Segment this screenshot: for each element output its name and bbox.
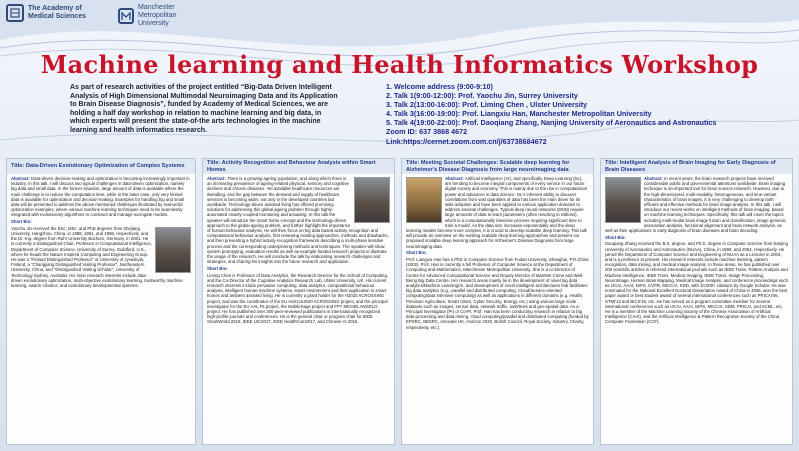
talk-4-title: Title: Intelligent Analysis of Brain Imaging for Early Diagnosis of Brain Diseases bbox=[601, 159, 792, 174]
talk-2-title: Title: Activity Recognition and Behaviour Analysis within Smart Homes bbox=[203, 159, 394, 174]
speaker-4-photo bbox=[605, 177, 641, 223]
talk-2-bio: Liming Chen is Professor of Data Analytics, the Research Director for the School of Computing, and the Co-Director of the Cognitive Analytics Research Lab, Ulster University, UK. His current research interests include pervasive computing, data analytics, computational behaviour analysis, intelligent human-machine systems, smart environment and their application in smart homes and ambient assisted living. He is currently a grant holder for the H2020 ACROSSING project, and was the coordinator of the EU Horizon2020 ACROSSING project, and the principal investigator for the EU AAL Fit project, the MobileSage project and FP7 MICHELANGELO project. He has published over 200 peer-reviewed publications in internationally recognized high-profile journals and conferences. He is the general chair or program chair for IEEE SmartWorld 2019, IEEE UIC2017, IEEE HealthCom2017, and Chinese AI 2016. bbox=[207, 272, 389, 325]
talk-2-bio-label: Short Bio: bbox=[207, 265, 228, 271]
academy-logo bbox=[6, 4, 86, 22]
talk-3-bio-label: Short Bio: bbox=[406, 250, 427, 256]
mmu-logo-line2: Metropolitan bbox=[138, 12, 177, 19]
speaker-1-photo bbox=[155, 227, 191, 273]
talk-1-title: Title: Data-Driven Evolutionary Optimization of Complex Systems bbox=[7, 159, 195, 174]
schedule-item: 2. Talk 1(9:00-12:00): Prof. Yaochu Jin, Surrey University bbox=[386, 91, 578, 101]
schedule-item: 4. Talk 3(16:00-19:00): Prof. Liangxiu Han, Manchester Metropolitan University bbox=[386, 109, 652, 119]
schedule-item: 3. Talk 2(13:00-16:00): Prof. Liming Chen , Ulster University bbox=[386, 100, 588, 110]
intro-paragraph: As part of research activities of the project entitled “Big-Data Driven Intelligent Analysis of High Dimensional Multimodal Neuroimaging Data and its Application to Brain Disease Diagnosis”, funded by Academy of Medical Sciences, we are holding a half day workshop in relation to machine learning and big data, in which experts will present the state-of-the arts technologies in the machine learning and health informatics research. bbox=[70, 84, 338, 134]
zoom-link[interactable]: Link:https://cernet.zoom.com.cn/j/63738684672 bbox=[386, 136, 547, 146]
page-title: Machine learning and Health Informatics Workshop bbox=[40, 50, 759, 79]
mmu-logo-line1: Manchester bbox=[138, 4, 175, 11]
talk-1-panel bbox=[6, 158, 196, 445]
talk-3-panel bbox=[401, 158, 594, 445]
talk-3-title: Title: Meeting Societal Challenges: Scalable deep learning for Alzheimer's Disease Diagnosis from large neuroimaging data bbox=[402, 159, 593, 174]
speaker-3-photo bbox=[406, 177, 442, 223]
talk-3-abstract: Artificial Intelligence (AI), and specifically Deep Learning (DL), are trending to become integral components of every service in our future digital society and economy. This is mainly due to the rise in computational power and advances in data science. DL's inherent ability to discover correlations from vast quantities of data has been the main driver for its wide adoption and have been applied to various application domains to address societal challenges. Typical deep neural networks (DNN) require large amounts of data to learn parameters (often reaching to millions), which is a computationally intensive process requiring significant time to train a model. As the data size increases exponentially and the deep learning models become more complex, it is crucial to develop scalable deep learning. This talk will provide an overview on the existing scalable deep learning approaches and present our proposed scalable deep learning approach for Alzheimer's Disease Diagnosis from large neuroimaging data. bbox=[406, 176, 587, 249]
schedule-item: 1. Welcome address (9:00-9:10) bbox=[386, 82, 493, 91]
talk-1-bio-label: Short Bio: bbox=[11, 219, 32, 225]
mmu-logo-icon bbox=[118, 8, 134, 24]
academy-logo-line2: Medical Sciences bbox=[28, 13, 86, 20]
talk-4-abstract-label: Abstract: bbox=[644, 176, 663, 181]
talk-4-panel bbox=[600, 158, 793, 445]
academy-logo-line1: The Academy of bbox=[28, 5, 82, 12]
mmu-logo bbox=[118, 4, 177, 28]
talk-4-abstract: In recent years, the brain research projects have received considerable public and governmental attentions worldwide. Brain imaging technique is an important tool for brain science research. However, due to the high-dimensional, multi-modality, heterogeneous, and time-variant characteristics of brain images, it is very challenging to develop both efficient and effective methods for brain image analysis. In this talk, I will introduce our recent works on intelligent methods of brain imaging, based on machine learning techniques. Specifically, this talk will cover the topics including multi-modal brain image fusion and classification, image genomic association analysis, functional alignment and brain network analysis, as well as their applications in early diagnosis of brain diseases and brain decoding. bbox=[605, 176, 787, 234]
talk-4-bio-label: Short Bio: bbox=[605, 234, 626, 240]
schedule-item: 5. Talk 4(19:00-22:00): Prof. Daoqiang Zhang, Nanjing University of Aeronautics and Astronautics bbox=[386, 118, 717, 128]
talk-3-abstract-label: Abstract: bbox=[445, 176, 464, 181]
academy-logo-icon bbox=[6, 4, 24, 22]
talk-1-abstract: Data-driven decision-making and optimization is becoming increasingly important in industry. In this talk, I will discuss two typical challenges in data-driven optimization, namely big data and small data. In the former situation, large amount of data is available where the main challenge is to reduce the computation time, while in the latter case, only very limited data is available for optimization and decision-making. Examples for handling big and small data will be presented to address the above mentioned challenges illustrated by real-world optimization examples, where various machine learning techniques need to be seamlessly integrated with evolutionary algorithms to construct and manage surrogate models. bbox=[11, 176, 190, 218]
talk-4-bio: Daoqiang Zhang received the B.S. degree, and Ph.D. degree in Computer Science from Nanjing University of Aeronautics and Astronautics (NUAA), China, in 1999, and 2004, respectively. He joined the Department of Computer Science and Engineering of NUAA as a Lecturer in 2004, and is a professor at present. His research interests include machine learning, pattern recognition, data mining, and medical image analysis. In these areas, he has published over 200 scientific articles in refereed international journals such as IEEE Trans. Pattern Analysis and Machine Intelligence, IEEE Trans. Medical Imaging, IEEE Trans. Image Processing, NeuroImage, Human Brain Mapping, Medical Image Analysis, and conference proceedings such as IJCAI, AAAI, NIPS, CVPR, MICCAI, KDD, with 10,000+ citations by Google Scholar. He was nominated for the National Excellent Doctoral Dissertation Award of China in 2006, won the best paper award or best student award of several international conferences such as PRICAI'06, STMI'12 and BICS'16, etc. He has served as a program committee member for several international conferences such as IJCAI, AAAI, NIPS, MICCAI, SDM, PRICAI, and ACML, etc. He is a member of the Machine Learning Society of the Chinese Association of Artificial Intelligence (CAAI), and the Artificial Intelligence & Pattern Recognition Society of the China Computer Federation (CCF). bbox=[605, 241, 788, 325]
talk-1-abstract-label: Abstract: bbox=[11, 176, 30, 181]
talk-1-bio: Yaochu Jin received the BSc, MSc, and PhD degrees from Zhejiang University, Hangzhou, China, in 1988, 1991, and 1996, respectively, and the Dr.-Ing. degree from Ruhr University Bochum, Germany, in 2001. He is currently a Distinguished Chair, Professor in Computational Intelligence, Department of Computer Science, University of Surrey, Guildford, U.K., where he heads the Nature Inspired Computing and Engineering Group. He was a “Finland Distinguished Professor” of University of Jyvaskyla, Finland, a “Changjiang Distinguished Visiting Professor”, Northeastern University, China, and “Distinguished Visiting Scholar”, University of Technology Sydney, Australia. His main research interests include data-driven evolutionary optimization, multi-objective evolutionary learning, trustworthy machine learning, swarm robotics, and evolutionary developmental systems. bbox=[11, 225, 183, 289]
talk-3-bio: Prof. Liangxiu Han has a PhD in Computer Science from Fudan University, Shanghai, P.R.China (2002). Prof. Han is currently a full Professor of Computer Science at the Department of Computing and Mathematics, Manchester Metropolitan University. She is a co-Director of Centre for Advanced Computational Science and Deputy Director of ManMet Crime and Well-Being Big Data Centre. Her research areas mainly lie in the development of novel big data analytics/Machine Learning/AI, and development of novel intelligent architectures that facilitates big data analytics (e.g., parallel and distributed computing, Cloud/Service-oriented computing/data intensive computing) as well as applications in different domains (e.g. Health, Precision Agriculture, Smart Cities, Cyber Security, Energy, etc.) using various large scale datasets such as images, sensor data, network traffic, web/texts and geo-spatial data. As a Principal Investigator (PI) or Co-PI, Prof. Han has been conducting research in relation to big data processing and data mining, cloud computing/parallel and distributed computing (funded by EPSRC, BBSRC, Innovate UK, Horizon 2020, British Council, Royal Society, Industry, Charity, respectively, etc.). bbox=[406, 257, 589, 330]
talk-2-abstract: There is a growing ageing population, and along which there is an increasing prevalence of ageing-related physical, sensory and cognitive declines and chronic diseases. Yet available healthcare resources are dwindling, and the gap between the demand and supply of healthcare services is becoming wider, not only in the developed countries but worldwide. Technology-driven assisted living has offered promising solutions for addressing this global ageing problem through highly-automated closely-coupled monitoring and actuating. In this talk the speaker will introduce the smart home concept and the technology-driven approach to the global ageing problem, and further highlight the importance of human behaviour analysis. He will then focus on big data based activity recognition and computational behaviour analysis, first reviewing existing approaches, methods and drawbacks, and then presenting a hybrid activity recognition framework describing a multi-phase iterative process and the corresponding underpinning methods and techniques. The speaker will show system prototyping, evaluation results as well as example funded research projects to illustrate the usage of the research. He will conclude the talk by elaborating research challenges and strategies, and sharing his insights into the future research and application. bbox=[207, 176, 389, 265]
talk-2-panel bbox=[202, 158, 395, 445]
talk-2-abstract-label: Abstract: bbox=[207, 176, 226, 181]
mmu-logo-line3: University bbox=[138, 20, 169, 27]
zoom-id: Zoom ID: 637 3868 4672 bbox=[386, 127, 468, 137]
schedule-list bbox=[386, 82, 786, 146]
speaker-2-photo bbox=[354, 177, 390, 223]
